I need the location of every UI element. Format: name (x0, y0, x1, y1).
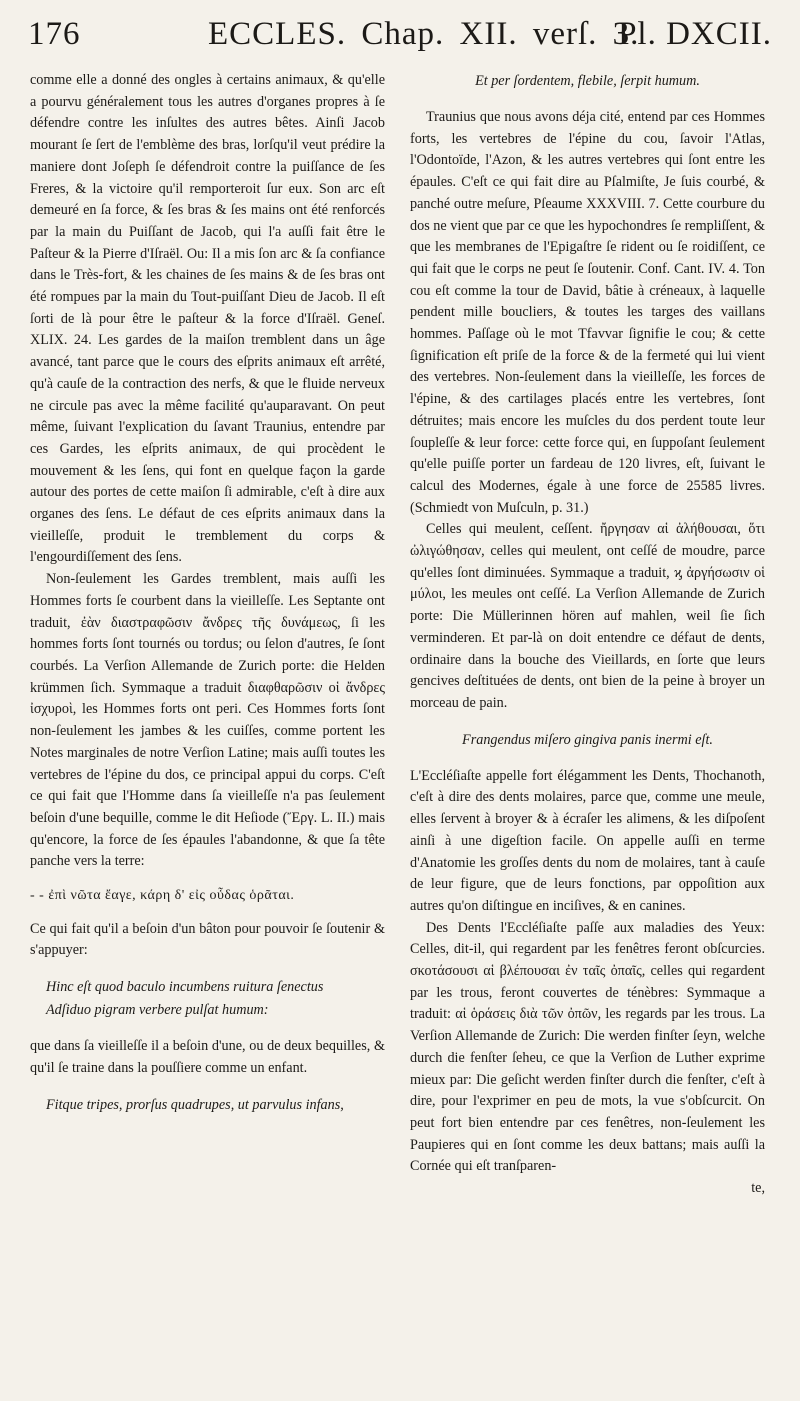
paragraph: que dans ſa vieilleſſe il a beſoin d'une, ou de deux bequilles, & qu'il ſe traine dans la pouſſiere comme un enfant. (30, 1038, 385, 1076)
paragraph: Non-ſeulement les Gardes tremblent, mais auſſi les Hommes forts ſe courbent dans la vieilleſſe. Les Septante ont traduit, ἐὰν διαστραφῶσιν ἄνδρες τῆς δυνάμεως, ſi les hommes forts ſont tournés ou tordus; ou ſelon d'autres, ſe ſont courbés. La Verſion Allemande de Zurich porte: die Helden krümmen ſich. Symmaque a traduit διαφθαρῶσιν οἱ ἄνδρες ἰσχυροὶ, les Hommes forts ont peri. Ces Hommes forts ſont non-ſeulement les jambes & les cuiſſes, comme portent les Notes marginales de notre Verſion Latine; mais auſſi toutes les vertebres de l'épine du dos, ce principal appui du corps. C'eſt ce qui fait que l'Homme dans ſa vieilleſſe n'a pas ſeulement beſoin d'une bequille, comme le dit Heſiode (Ἔργ. L. II.) mais qu'encore, la force de ſes épaules l'abandonne, & que ſa tête panche vers la terre: (30, 571, 385, 870)
greek-quotation: - - ἐπὶ νῶτα ἔαγε, κάρη δ' εἰς οὖδας ὁρᾶται. (30, 888, 295, 904)
paragraph: Ce qui fait qu'il a beſoin d'un bâton pour pouvoir ſe ſoutenir & s'appuyer: (30, 920, 385, 959)
paragraph: Celles qui meulent, ceſſent. ἤργησαν αἱ ἀλήθουσαι, ὅτι ὠλιγώθησαν, celles qui meulent, ont ceſſé de moudre, parce qu'elles ſont diminuées. Symmaque a traduit, ϗ ἀργήσωσιν οἱ μύλοι, les meules ont ceſſé. La Verſion Allemande de Zurich porte: Die Müllerinnen hören auf mahlen, weil ſie ſich verminderen. Et par-là on doit entendre ce défaut de dents, ordinaire dans la bouche des Vieillards, en ſorte que leurs gencives deſtituées de dents, ont bien de la peine à broyer un morceau de pain. (410, 521, 765, 711)
running-header (28, 12, 772, 56)
right-column (410, 70, 765, 1200)
latin-verse: Fitque tripes, prorſus quadrupes, ut parvulus infans, (46, 1096, 344, 1113)
latin-verse: Hinc eſt quod baculo incumbens ruitura ſenectus Adſiduo pigram verbere pulſat humum: (46, 979, 324, 1019)
page-number: 176 (28, 16, 81, 52)
paragraph: Des Dents l'Eccléſiaſte paſſe aux maladies des Yeux: Celles, dit-il, qui regardent par les fenêtres feront obſcurcies. σκοτάσουσι αἱ βλέπουσαι ἐν ταῖς ὀπαῖς, celles qui regardent par les trous, feront couvertes de ténèbres: Symmaque a traduit: αἱ ὁράσεις διὰ τῶν ὀπῶν, les regards par les trous. La Verſion Allemande de Zurich: Die werden finſter ſeyn, welche durch die fenſter ſeheu, ce que la Verſion de Luther exprime mieux par: Die geſicht werden finſter durch die fenſter, c'eſt à dire, pour l'exprimer en peu de mots, la vue s'obſcurcit. On peut fort bien entendre par ces fenêtres, non-ſeulement les Paupieres qui en ſont comme les deux battans; mais auſſi la Cornée qui eſt tranſparen- (410, 919, 765, 1175)
running-title: ECCLES. Chap. XII. verſ. 3. (208, 16, 640, 52)
latin-verse: Frangendus miſero gingiva panis inermi eſt. (462, 731, 713, 748)
paragraph: Traunius que nous avons déja cité, entend par ces Hommes forts, les vertebres de l'épine du cou, ſavoir l'Atlas, l'Odontoïde, l'Azon, & les autres vertebres qui ſont entre les épaules. C'eſt ce qui fait dire au Pſalmiſte, Je ſuis courbé, & panché outre meſure, Pſeaume XXXVIII. 7. Cette courbure du dos ne vient que par ce que les hypochondres ſe rempliſſent, & que les membranes de l'Epigaſtre ſe rident ou ſe roidiſſent, ce qui fait que le corps ne peut ſe ſoutenir. Conf. Cant. IV. 4. Ton cou eſt comme la tour de David, bâtie à créneaux, à laquelle pendent mille boucliers, & toutes les targes des vaillans hommes. Paſſage où le mot Tfavvar ſignifie le cou; & cette ſignification eſt priſe de la force & de la fermeté qui lui vient des vertebres. Non-ſeulement dans la vieilleſſe, les forces de l'épine, & des cartilages placés entre les vertebres, ſont détruites; mais encore les muſcles du dos perdent toute leur ſoupleſſe & leur force: cette force qui, en ſuppoſant ſeulement qu'elle puiſſe porter un fardeau de 120 livres, eſt, ſuivant le calcul des Modernes, égale à une force de 25585 livres. (Schmiedt von Muſculn, p. 31.) (410, 109, 765, 516)
plate-number: Pl. DXCII. (618, 16, 772, 52)
catchword: te, (751, 1180, 765, 1197)
left-column (30, 70, 385, 1131)
latin-verse: Et per ſordentem, flebile, ſerpit humum. (475, 73, 700, 89)
paragraph: comme elle a donné des ongles à certains animaux, & qu'elle a pourvu généralement tous les autres d'organes propres à ſe défendre contre les inſultes des autres bêtes. Ainſi Jacob mourant ſe ſert de l'emblème des bras, lorſqu'il veut prédire la maniere dont Joſeph ſe défendroit contre la puiſſance de ſes Freres, & la victoire qu'il remporteroit ſur eux. Son arc eſt demeuré en ſa force, & ſes bras & ſes mains ont été renforcés par la main du Puiſſant de Jacob, qui l'a auſſi fait être le Paſteur & la Pierre d'Iſraël. Ou: Il a mis ſon arc & ſa confiance dans le Très-fort, & les chaines de ſes mains & de ſes bras ont été rompues par la main du Tout-puiſſant Dieu de Jacob. Il eſt ſorti de là pour être le paſteur & la force d'Iſraël. Geneſ. XLIX. 24. Les gardes de la maiſon tremblent dans un âge avancé, tant parce que le cours des eſprits animaux eſt arrêté, qu'à cauſe de la contraction des nerfs, & que le fluide nerveux ne circule pas avec la même facilité qu'auparavant. On peut même, ſuivant l'explication du ſavant Traunius, entendre par ces Gardes, les eſprits animaux, de qui procèdent le mouvement & les ſens, qui font en quelque façon la garde autour des portes de cette maiſon ſi admirable, c'eſt à dire aux organes des ſens. Le défaut de ces eſprits animaux dans la vieilleſſe, produit le tremblement du corps & l'engourdiſſement des ſens. (30, 72, 385, 566)
paragraph: L'Eccléſiaſte appelle fort élégamment les Dents, Thochanoth, c'eſt à dire des dents molaires, parce que, comme une meule, elles ſervent à broyer & à écraſer les alimens, & les diſpoſent ainſi à une digeſtion facile. On appelle auſſi en terme d'Anatomie les groſſes dents du nom de molaires, tant à cauſe de leur figure, que de leurs fonctions, par oppoſition aux autres qu'on diſtingue en inciſives, & en canines. (410, 767, 765, 914)
